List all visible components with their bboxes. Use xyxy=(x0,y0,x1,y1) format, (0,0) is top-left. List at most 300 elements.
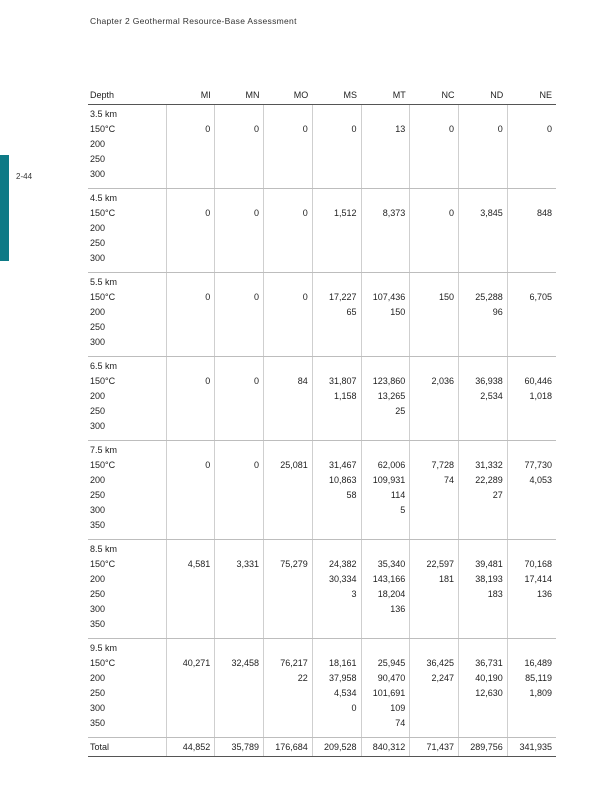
cell-value xyxy=(219,236,259,251)
cell-value: 143,166 xyxy=(372,574,406,584)
temperature-label: 150°C xyxy=(90,208,116,218)
cell-value xyxy=(171,701,211,716)
cell-value xyxy=(414,236,454,251)
temperature-label: 350 xyxy=(90,619,106,629)
temperature-label: 300 xyxy=(90,337,106,347)
cell-value xyxy=(171,473,211,488)
cell-value xyxy=(366,167,406,182)
cell-value: 114 xyxy=(390,490,406,500)
cell-value: 18,204 xyxy=(377,589,406,599)
column-header-depth: Depth xyxy=(88,86,166,105)
value-cell xyxy=(410,357,459,441)
depth-labels xyxy=(88,357,166,441)
temperature-label: 150°C xyxy=(90,658,116,668)
cell-value xyxy=(463,236,503,251)
cell-value xyxy=(317,359,357,374)
cell-value xyxy=(171,152,211,167)
cell-value xyxy=(171,335,211,350)
cell-value: 0 xyxy=(351,703,357,713)
cell-value xyxy=(171,137,211,152)
cell-value xyxy=(219,602,259,617)
cell-value xyxy=(219,335,259,350)
cell-value xyxy=(414,488,454,503)
cell-value xyxy=(171,518,211,533)
cell-value: 60,446 xyxy=(524,376,552,386)
value-cell xyxy=(215,105,264,189)
cell-value xyxy=(171,686,211,701)
cell-value xyxy=(317,443,357,458)
cell-value xyxy=(512,716,552,731)
cell-value xyxy=(268,221,308,236)
cell-value: 7,728 xyxy=(431,460,454,470)
temperature-label: 200 xyxy=(90,673,106,683)
cell-value: 13,265 xyxy=(377,391,406,401)
value-cell xyxy=(264,540,313,639)
cell-value xyxy=(268,542,308,557)
cell-value xyxy=(512,503,552,518)
cell-value xyxy=(463,716,503,731)
cell-value xyxy=(366,419,406,434)
cell-value xyxy=(171,404,211,419)
temperature-label: 250 xyxy=(90,154,106,164)
value-cell xyxy=(312,441,361,540)
depth-group-row xyxy=(88,639,556,738)
cell-value: 31,807 xyxy=(328,376,357,386)
value-cell xyxy=(264,273,313,357)
value-cell xyxy=(361,273,410,357)
cell-value: 76,217 xyxy=(280,658,308,668)
cell-value xyxy=(414,251,454,266)
value-cell xyxy=(361,357,410,441)
value-cell xyxy=(312,357,361,441)
cell-value xyxy=(512,335,552,350)
cell-value: 3,845 xyxy=(480,208,503,218)
cell-value xyxy=(366,617,406,632)
cell-value xyxy=(463,335,503,350)
depth-labels xyxy=(88,540,166,639)
value-cell xyxy=(410,441,459,540)
column-header: MI xyxy=(166,86,215,105)
cell-value xyxy=(512,137,552,152)
cell-value xyxy=(414,419,454,434)
cell-value: 36,425 xyxy=(426,658,454,668)
cell-value: 35,340 xyxy=(377,559,406,569)
cell-value xyxy=(512,320,552,335)
cell-value xyxy=(317,221,357,236)
total-value: 209,528 xyxy=(312,738,361,757)
cell-value xyxy=(366,335,406,350)
cell-value xyxy=(171,191,211,206)
cell-value: 12,630 xyxy=(475,688,503,698)
cell-value: 4,534 xyxy=(333,688,357,698)
cell-value xyxy=(317,191,357,206)
value-cell xyxy=(264,105,313,189)
table-header-row xyxy=(88,86,556,105)
cell-value: 39,481 xyxy=(475,559,503,569)
cell-value: 181 xyxy=(438,574,454,584)
cell-value: 70,168 xyxy=(524,559,552,569)
temperature-label: 250 xyxy=(90,406,106,416)
cell-value: 17,227 xyxy=(328,292,357,302)
cell-value: 1,809 xyxy=(529,688,552,698)
depth-group-row xyxy=(88,189,556,273)
cell-value xyxy=(512,404,552,419)
cell-value xyxy=(512,191,552,206)
column-header: MO xyxy=(264,86,313,105)
cell-value xyxy=(414,443,454,458)
cell-value: 0 xyxy=(205,208,211,218)
cell-value xyxy=(268,617,308,632)
cell-value: 58 xyxy=(346,490,357,500)
cell-value xyxy=(268,305,308,320)
cell-value: 40,190 xyxy=(475,673,503,683)
value-cell xyxy=(312,105,361,189)
temperature-label: 250 xyxy=(90,238,106,248)
cell-value xyxy=(268,275,308,290)
value-cell xyxy=(459,441,508,540)
cell-value: 0 xyxy=(253,208,259,218)
cell-value xyxy=(463,221,503,236)
cell-value xyxy=(219,221,259,236)
cell-value xyxy=(268,251,308,266)
temperature-label: 200 xyxy=(90,223,106,233)
cell-value: 32,458 xyxy=(231,658,259,668)
value-cell xyxy=(166,540,215,639)
cell-value xyxy=(414,221,454,236)
cell-value: 0 xyxy=(302,208,308,218)
cell-value xyxy=(268,236,308,251)
cell-value: 74 xyxy=(443,475,454,485)
cell-value: 0 xyxy=(205,124,211,134)
cell-value xyxy=(219,389,259,404)
value-cell xyxy=(507,189,556,273)
cell-value xyxy=(463,419,503,434)
value-cell xyxy=(166,639,215,738)
value-cell xyxy=(166,357,215,441)
value-cell xyxy=(215,639,264,738)
cell-value xyxy=(512,518,552,533)
value-cell xyxy=(361,639,410,738)
cell-value xyxy=(414,275,454,290)
depth-label: 9.5 km xyxy=(90,643,118,653)
depth-group-row xyxy=(88,273,556,357)
cell-value xyxy=(414,542,454,557)
chapter-tab-bar xyxy=(0,155,9,261)
cell-value xyxy=(512,359,552,374)
depth-group-row xyxy=(88,357,556,441)
temperature-label: 300 xyxy=(90,421,106,431)
cell-value xyxy=(171,602,211,617)
total-value: 35,789 xyxy=(215,738,264,757)
cell-value: 150 xyxy=(438,292,454,302)
value-cell xyxy=(215,273,264,357)
cell-value xyxy=(512,641,552,656)
cell-value xyxy=(463,443,503,458)
total-value: 71,437 xyxy=(410,738,459,757)
cell-value xyxy=(317,518,357,533)
cell-value: 150 xyxy=(390,307,406,317)
cell-value xyxy=(463,617,503,632)
cell-value xyxy=(268,572,308,587)
cell-value: 109,931 xyxy=(372,475,406,485)
cell-value xyxy=(171,419,211,434)
cell-value xyxy=(463,320,503,335)
cell-value: 0 xyxy=(253,292,259,302)
cell-value: 0 xyxy=(448,124,454,134)
value-cell xyxy=(264,189,313,273)
temperature-label: 200 xyxy=(90,139,106,149)
value-cell xyxy=(507,639,556,738)
cell-value xyxy=(414,701,454,716)
cell-value: 96 xyxy=(492,307,503,317)
value-cell xyxy=(166,441,215,540)
total-value: 289,756 xyxy=(459,738,508,757)
depth-group-row xyxy=(88,105,556,189)
cell-value: 13 xyxy=(395,124,406,134)
cell-value xyxy=(414,167,454,182)
cell-value: 0 xyxy=(302,124,308,134)
cell-value xyxy=(219,152,259,167)
cell-value: 3 xyxy=(351,589,357,599)
cell-value xyxy=(512,305,552,320)
column-header: ND xyxy=(459,86,508,105)
depth-labels xyxy=(88,105,166,189)
temperature-label: 300 xyxy=(90,703,106,713)
cell-value xyxy=(268,641,308,656)
cell-value: 8,373 xyxy=(382,208,406,218)
cell-value xyxy=(268,716,308,731)
depth-group-row xyxy=(88,540,556,639)
cell-value xyxy=(171,359,211,374)
cell-value xyxy=(219,419,259,434)
temperature-label: 150°C xyxy=(90,124,116,134)
cell-value: 25 xyxy=(395,406,406,416)
cell-value xyxy=(268,137,308,152)
cell-value xyxy=(268,320,308,335)
temperature-label: 250 xyxy=(90,490,106,500)
cell-value xyxy=(463,518,503,533)
cell-value xyxy=(219,518,259,533)
cell-value xyxy=(463,701,503,716)
cell-value xyxy=(512,602,552,617)
cell-value xyxy=(463,251,503,266)
value-cell xyxy=(166,105,215,189)
value-cell xyxy=(410,273,459,357)
cell-value xyxy=(512,701,552,716)
cell-value xyxy=(414,518,454,533)
temperature-label: 300 xyxy=(90,505,106,515)
cell-value xyxy=(219,542,259,557)
cell-value xyxy=(414,320,454,335)
cell-value xyxy=(268,419,308,434)
cell-value xyxy=(219,671,259,686)
cell-value xyxy=(219,443,259,458)
value-cell xyxy=(312,540,361,639)
cell-value: 4,581 xyxy=(187,559,211,569)
cell-value xyxy=(268,389,308,404)
cell-value xyxy=(317,107,357,122)
total-row xyxy=(88,738,556,757)
value-cell xyxy=(264,639,313,738)
cell-value xyxy=(512,488,552,503)
cell-value: 0 xyxy=(448,208,454,218)
total-value: 44,852 xyxy=(166,738,215,757)
temperature-label: 300 xyxy=(90,253,106,263)
column-header: NC xyxy=(410,86,459,105)
cell-value xyxy=(317,503,357,518)
cell-value xyxy=(463,152,503,167)
table-body xyxy=(88,105,556,738)
cell-value xyxy=(171,236,211,251)
cell-value: 2,036 xyxy=(431,376,454,386)
temperature-label: 150°C xyxy=(90,460,116,470)
cell-value xyxy=(171,587,211,602)
cell-value xyxy=(463,191,503,206)
cell-value xyxy=(414,359,454,374)
cell-value xyxy=(268,152,308,167)
cell-value: 37,958 xyxy=(328,673,357,683)
cell-value: 123,860 xyxy=(372,376,406,386)
cell-value: 0 xyxy=(205,292,211,302)
value-cell xyxy=(410,639,459,738)
cell-value xyxy=(463,137,503,152)
page-number: 2-44 xyxy=(16,172,33,181)
cell-value xyxy=(317,404,357,419)
cell-value: 31,467 xyxy=(328,460,357,470)
cell-value xyxy=(171,305,211,320)
cell-value xyxy=(366,152,406,167)
temperature-label: 350 xyxy=(90,718,106,728)
cell-value: 18,161 xyxy=(328,658,357,668)
cell-value xyxy=(512,251,552,266)
cell-value xyxy=(219,107,259,122)
depth-label: 5.5 km xyxy=(90,277,118,287)
cell-value xyxy=(414,587,454,602)
cell-value xyxy=(317,419,357,434)
cell-value xyxy=(317,167,357,182)
cell-value xyxy=(219,137,259,152)
depth-group-row xyxy=(88,441,556,540)
cell-value xyxy=(219,275,259,290)
cell-value xyxy=(268,404,308,419)
cell-value xyxy=(366,359,406,374)
cell-value xyxy=(512,236,552,251)
value-cell xyxy=(459,273,508,357)
value-cell xyxy=(264,357,313,441)
cell-value xyxy=(219,716,259,731)
cell-value xyxy=(317,617,357,632)
cell-value xyxy=(366,275,406,290)
cell-value xyxy=(268,686,308,701)
cell-value xyxy=(414,641,454,656)
value-cell xyxy=(459,639,508,738)
value-cell xyxy=(459,189,508,273)
depth-label: 3.5 km xyxy=(90,109,118,119)
temperature-label: 350 xyxy=(90,520,106,530)
running-head: Chapter 2 Geothermal Resource-Base Assessment xyxy=(90,16,297,26)
cell-value: 24,382 xyxy=(328,559,357,569)
cell-value xyxy=(317,641,357,656)
cell-value: 25,288 xyxy=(475,292,503,302)
cell-value xyxy=(366,251,406,266)
value-cell xyxy=(410,189,459,273)
value-cell xyxy=(361,540,410,639)
depth-labels xyxy=(88,441,166,540)
cell-value xyxy=(268,335,308,350)
total-value: 341,935 xyxy=(507,738,556,757)
temperature-label: 150°C xyxy=(90,292,116,302)
cell-value xyxy=(219,686,259,701)
temperature-label: 200 xyxy=(90,391,106,401)
cell-value: 38,193 xyxy=(475,574,503,584)
cell-value xyxy=(219,359,259,374)
cell-value: 2,534 xyxy=(480,391,503,401)
cell-value xyxy=(268,191,308,206)
cell-value: 85,119 xyxy=(525,673,552,683)
cell-value: 0 xyxy=(253,376,259,386)
cell-value xyxy=(171,320,211,335)
cell-value: 136 xyxy=(390,604,406,614)
cell-value xyxy=(219,320,259,335)
cell-value: 36,938 xyxy=(475,376,503,386)
depth-labels xyxy=(88,189,166,273)
column-header: NE xyxy=(507,86,556,105)
cell-value xyxy=(268,518,308,533)
cell-value xyxy=(366,641,406,656)
cell-value xyxy=(512,167,552,182)
depth-label: 8.5 km xyxy=(90,544,118,554)
cell-value: 65 xyxy=(346,307,357,317)
temperature-label: 300 xyxy=(90,169,106,179)
cell-value xyxy=(317,275,357,290)
temperature-label: 200 xyxy=(90,574,106,584)
cell-value xyxy=(317,602,357,617)
cell-value xyxy=(317,137,357,152)
cell-value xyxy=(268,503,308,518)
cell-value xyxy=(268,701,308,716)
cell-value xyxy=(171,503,211,518)
column-header: MS xyxy=(312,86,361,105)
value-cell xyxy=(507,105,556,189)
cell-value: 17,414 xyxy=(524,574,552,584)
value-cell xyxy=(312,639,361,738)
cell-value xyxy=(366,107,406,122)
cell-value: 3,331 xyxy=(236,559,259,569)
cell-value: 0 xyxy=(302,292,308,302)
cell-value: 16,489 xyxy=(524,658,552,668)
cell-value xyxy=(366,443,406,458)
cell-value: 74 xyxy=(395,718,406,728)
cell-value: 0 xyxy=(351,124,357,134)
cell-value: 0 xyxy=(253,124,259,134)
temperature-label: 250 xyxy=(90,688,106,698)
cell-value xyxy=(463,275,503,290)
value-cell xyxy=(361,441,410,540)
cell-value xyxy=(414,191,454,206)
cell-value xyxy=(268,488,308,503)
cell-value: 62,006 xyxy=(377,460,406,470)
cell-value xyxy=(219,587,259,602)
cell-value: 22 xyxy=(297,673,308,683)
cell-value: 10,863 xyxy=(328,475,357,485)
value-cell xyxy=(410,105,459,189)
cell-value xyxy=(317,335,357,350)
temperature-label: 150°C xyxy=(90,376,116,386)
cell-value: 101,691 xyxy=(372,688,406,698)
cell-value xyxy=(171,443,211,458)
value-cell xyxy=(215,540,264,639)
cell-value xyxy=(463,641,503,656)
